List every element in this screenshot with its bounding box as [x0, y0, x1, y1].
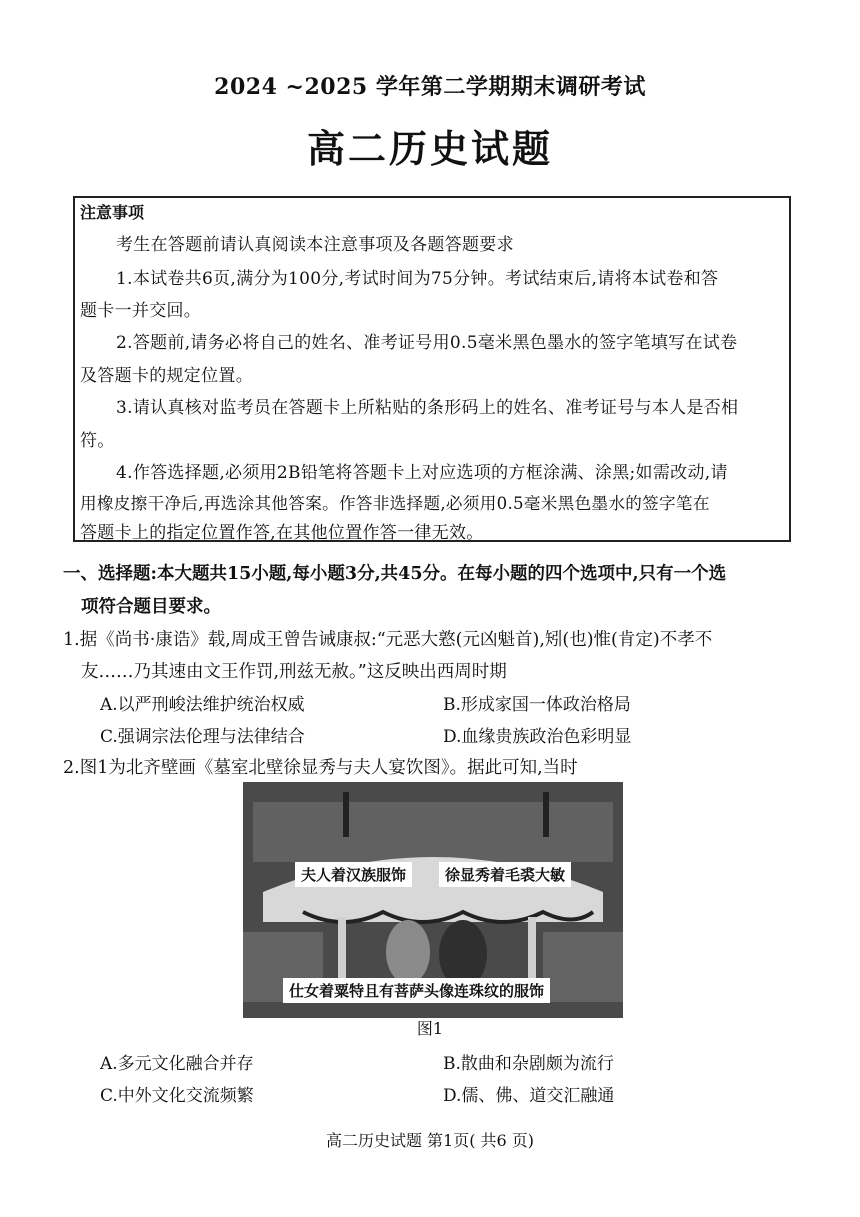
question-2-stem: 2.图1为北齐壁画《墓室北壁徐显秀与夫人宴饮图》。据此可知,当时 — [63, 758, 578, 778]
question-1-option-d: D.血缘贵族政治色彩明显 — [443, 727, 632, 747]
notice-line: 考生在答题前请认真阅读本注意事项及各题答题要求 — [116, 235, 514, 255]
notice-line: 答题卡上的指定位置作答,在其他位置作答一律无效。 — [80, 523, 484, 543]
question-1-option-c: C.强调宗法伦理与法律结合 — [100, 727, 305, 747]
question-2-option-c: C.中外文化交流频繁 — [100, 1086, 254, 1106]
exam-title: 2024 ~2025 学年第二学期期末调研考试 — [214, 74, 646, 100]
notice-line: 3.请认真核对监考员在答题卡上所粘贴的条形码上的姓名、准考证号与本人是否相 — [116, 398, 739, 418]
notice-heading: 注意事项 — [80, 203, 145, 222]
mural-image — [243, 782, 623, 1018]
mural-caption-bottom: 仕女着粟特且有菩萨头像连珠纹的服饰 — [283, 978, 550, 1003]
page-footer: 高二历史试题 第1页( 共6 页) — [325, 1131, 535, 1150]
question-1-stem-cont: 友……乃其速由文王作罚,刑兹无赦。”这反映出西周时期 — [81, 662, 507, 682]
question-2-option-a: A.多元文化融合并存 — [100, 1054, 254, 1074]
question-1-option-b: B.形成家国一体政治格局 — [443, 695, 631, 715]
notice-line: 2.答题前,请务必将自己的姓名、准考证号用0.5毫米黑色墨水的签字笔填写在试卷 — [116, 333, 738, 353]
notice-line: 4.作答选择题,必须用2B铅笔将答题卡上对应选项的方框涂满、涂黑;如需改动,请 — [116, 463, 728, 483]
question-2-option-b: B.散曲和杂剧颇为流行 — [443, 1054, 614, 1074]
notice-line: 及答题卡的规定位置。 — [80, 366, 253, 386]
notice-line: 符。 — [80, 431, 115, 451]
notice-line: 1.本试卷共6页,满分为100分,考试时间为75分钟。考试结束后,请将本试卷和答 — [116, 269, 719, 289]
figure-label: 图1 — [416, 1019, 444, 1038]
question-1-option-a: A.以严刑峻法维护统治权威 — [100, 695, 305, 715]
notice-line: 题卡一并交回。 — [80, 301, 202, 321]
section-header-cont: 项符合题目要求。 — [81, 597, 221, 617]
question-1-stem: 1.据《尚书·康诰》载,周成王曾告诫康叔:“元恶大憝(元凶魁首),矧(也)惟(肯定)不孝不 — [63, 630, 713, 650]
subject-title: 高二历史试题 — [306, 126, 553, 171]
mural-caption-right: 徐显秀着毛裘大敏 — [439, 862, 571, 887]
section-header: 一、选择题:本大题共15小题,每小题3分,共45分。在每小题的四个选项中,只有一个选 — [63, 564, 727, 584]
question-2-option-d: D.儒、佛、道交汇融通 — [443, 1086, 615, 1106]
notice-line: 用橡皮擦干净后,再选涂其他答案。作答非选择题,必须用0.5毫米黑色墨水的签字笔在 — [80, 494, 710, 513]
mural-caption-left: 夫人着汉族服饰 — [295, 862, 412, 887]
